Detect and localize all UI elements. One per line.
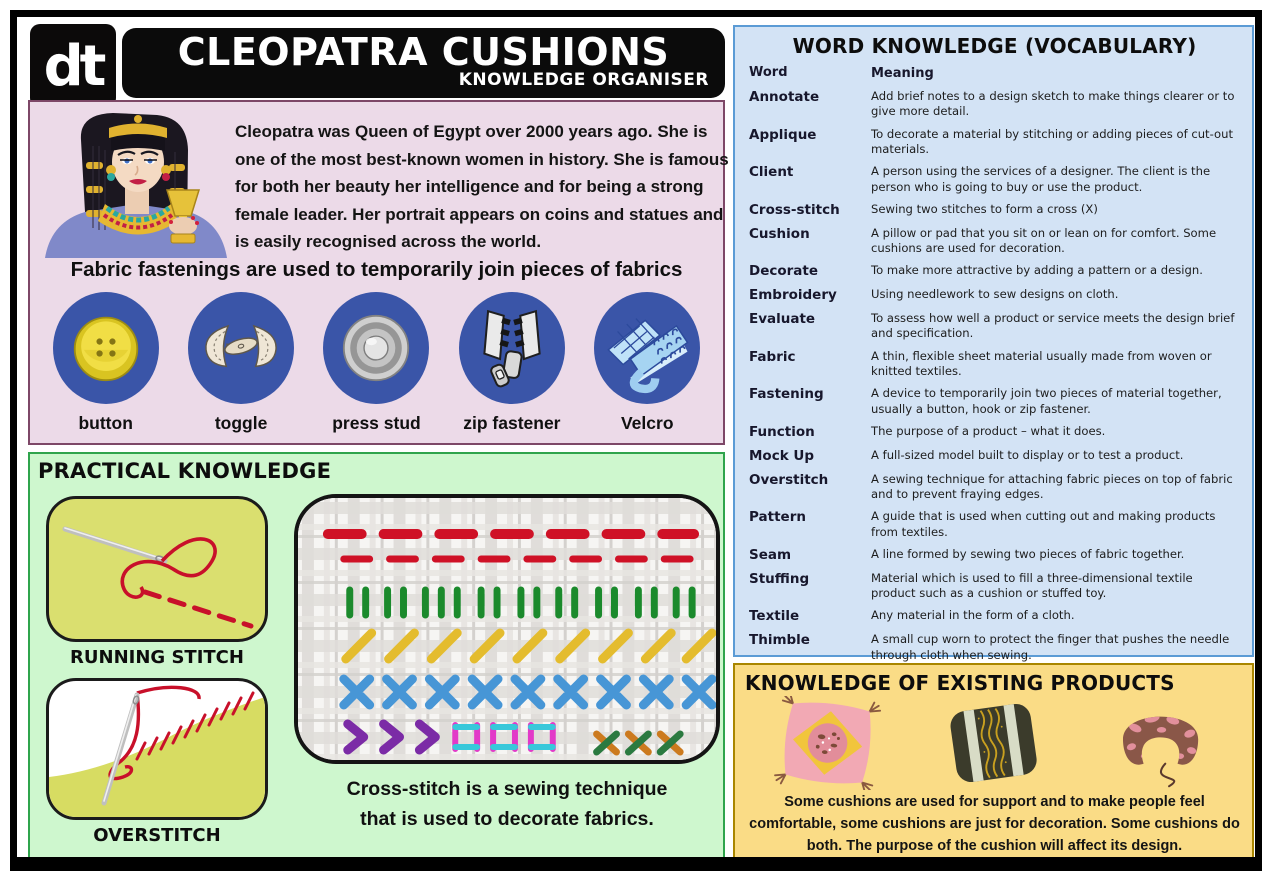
vocab-meaning: Material which is used to fill a three-dimensional textile product such as a cushion or stuffed toy. (871, 570, 1193, 601)
vocab-meaning: To make more attractive by adding a pattern or a design. (871, 263, 1203, 278)
cross-stitch-caption-line1: Cross-stitch is a sewing technique (346, 778, 668, 800)
vocab-meaning: A sewing technique for attaching fabric pieces on top of fabric and to prevent fraying edges. (871, 471, 1233, 501)
fastening-label: press stud (332, 413, 421, 433)
vocab-meaning: To decorate a material by stitching or adding pieces of cut-out materials. (871, 126, 1233, 157)
vocab-row (749, 632, 1240, 663)
press-stud-icon (323, 292, 429, 404)
vocab-row (749, 448, 1240, 465)
page-subtitle: KNOWLEDGE ORGANISER (458, 70, 709, 90)
vocab-word: Evaluate (749, 311, 816, 328)
button-icon (53, 292, 159, 404)
products-row (745, 695, 1244, 791)
products-title: KNOWLEDGE OF EXISTING PRODUCTS (745, 671, 1175, 695)
zip-fastener-icon (459, 292, 565, 404)
vocab-header-row (749, 65, 1240, 82)
vocab-word: Annotate (749, 89, 820, 106)
intro-paragraph: Cleopatra was Queen of Egypt over 2000 years ago. She is one of the most best-known women in history. She is famous for both her beauty her intelligence and for being a strong female leader. Her portrait appears on coins and statues and is easily recognised across the world. (235, 122, 729, 252)
vocab-meaning: A thin, flexible sheet material usually made from woven or knitted textiles. (871, 348, 1212, 379)
cleopatra-illustration (40, 106, 232, 258)
fastening-label: toggle (214, 413, 268, 433)
vocab-meaning: A pillow or pad that you sit on or lean on for comfort. Some cushions are used for decoration. (871, 225, 1217, 256)
vocab-word: Seam (749, 546, 792, 563)
fastenings-row (38, 292, 715, 434)
vocab-row (749, 202, 1240, 219)
vocab-word: Decorate (749, 263, 819, 280)
vocab-meaning: A guide that is used when cutting out and making products from textiles. (871, 509, 1216, 539)
vocab-meaning: A full-sized model built to display or to test a product. (871, 447, 1184, 462)
fastening-label: Velcro (620, 413, 674, 433)
vocab-meaning: A device to temporarily join two pieces of material together, usually a button, hook or zip fastener. (871, 386, 1222, 416)
vocab-row (749, 424, 1240, 441)
fastening-label: zip fastener (463, 413, 561, 433)
vocab-meaning: The purpose of a product – what it does. (871, 423, 1106, 438)
vocab-meaning: Using needlework to sew designs on cloth. (871, 287, 1119, 302)
vocab-word: Embroidery (749, 287, 837, 304)
vocab-row (749, 127, 1240, 158)
title-bar (122, 28, 725, 98)
vocab-row (749, 509, 1240, 540)
vocab-row (749, 89, 1240, 120)
vocab-row (749, 386, 1240, 417)
striped-cushion-icon (940, 696, 1048, 790)
overstitch-illustration (49, 681, 265, 817)
vocab-meaning: A line formed by sewing two pieces of fabric together. (871, 546, 1185, 561)
vocab-meaning: To assess how well a product or service meets the design brief and specification. (871, 311, 1235, 341)
vocab-word: Fabric (749, 348, 796, 365)
vocab-row (749, 571, 1240, 602)
vocab-word: Applique (749, 126, 817, 143)
vocab-row (749, 608, 1240, 625)
vocab-row (749, 547, 1240, 564)
fastening-item-velcro (582, 292, 712, 434)
vocab-word: Cross-stitch (749, 201, 840, 218)
running-stitch-illustration (49, 499, 265, 639)
practical-section (28, 452, 725, 862)
vocab-meaning: A person using the services of a designer. The client is the person who is going to buy or use the product. (871, 164, 1211, 194)
vocab-word: Mock Up (749, 447, 815, 464)
vocabulary-title: WORD KNOWLEDGE (VOCABULARY) (792, 34, 1197, 58)
vocab-word: Fastening (749, 386, 824, 403)
vocab-meaning: Any material in the form of a cloth. (871, 608, 1075, 623)
cross-stitch-caption (294, 774, 720, 834)
toggle-icon (188, 292, 294, 404)
vocab-header-meaning: Meaning (871, 66, 934, 81)
vocab-word: Stuffing (749, 570, 810, 587)
velcro-icon (594, 292, 700, 404)
vocab-row (749, 349, 1240, 380)
vocab-meaning: Sewing two stitches to form a cross (X) (871, 201, 1098, 216)
vocab-word: Overstitch (749, 471, 829, 488)
overstitch-label: OVERSTITCH (93, 825, 221, 846)
page-title: CLEOPATRA CUSHIONS (177, 30, 670, 74)
fastenings-heading: Fabric fastenings are used to temporarily join pieces of fabrics (70, 258, 683, 281)
vocab-word: Cushion (749, 225, 810, 242)
fastening-item-toggle (176, 292, 306, 434)
products-caption: Some cushions are used for support and to make people feel comfortable, some cushions are just for decoration. Some cushions do both. The purpose of the cushion will affect its design. (749, 794, 1240, 854)
fastening-item-zip (447, 292, 577, 434)
fastening-item-button (41, 292, 171, 434)
vocab-meaning: A small cup worn to protect the finger that pushes the needle through cloth when sewing. (871, 632, 1230, 662)
vocab-row (749, 287, 1240, 304)
running-stitch-label: RUNNING STITCH (70, 647, 244, 668)
vocab-header-word: Word (749, 65, 788, 80)
dt-logo (30, 24, 116, 108)
vocabulary-section (733, 25, 1254, 662)
tassel-cushion-icon (774, 696, 882, 790)
vocab-word: Thimble (749, 632, 810, 649)
products-section (733, 663, 1254, 861)
vocab-meaning: Add brief notes to a design sketch to make things clearer or to give more detail. (871, 89, 1235, 119)
overstitch-figure (46, 678, 268, 820)
vocab-word: Client (749, 164, 794, 181)
vocab-word: Pattern (749, 509, 806, 526)
running-stitch-figure (46, 496, 268, 642)
fastening-label: button (78, 413, 133, 433)
vocab-row (749, 263, 1240, 280)
vocab-row (749, 226, 1240, 257)
fastening-item-press-stud (311, 292, 441, 434)
cross-stitch-sample (294, 494, 720, 764)
vocab-word: Function (749, 423, 815, 440)
vocab-row (749, 472, 1240, 503)
cross-stitch-illustration (298, 498, 716, 760)
vocab-row (749, 311, 1240, 342)
vocab-word: Textile (749, 608, 800, 625)
vocab-row (749, 164, 1240, 195)
intro-section (28, 100, 729, 445)
practical-title: PRACTICAL KNOWLEDGE (38, 459, 332, 483)
dt-logo-text: dt (43, 33, 103, 99)
cross-stitch-caption-line2: that is used to decorate fabrics. (360, 808, 654, 831)
neck-pillow-icon (1107, 696, 1215, 790)
